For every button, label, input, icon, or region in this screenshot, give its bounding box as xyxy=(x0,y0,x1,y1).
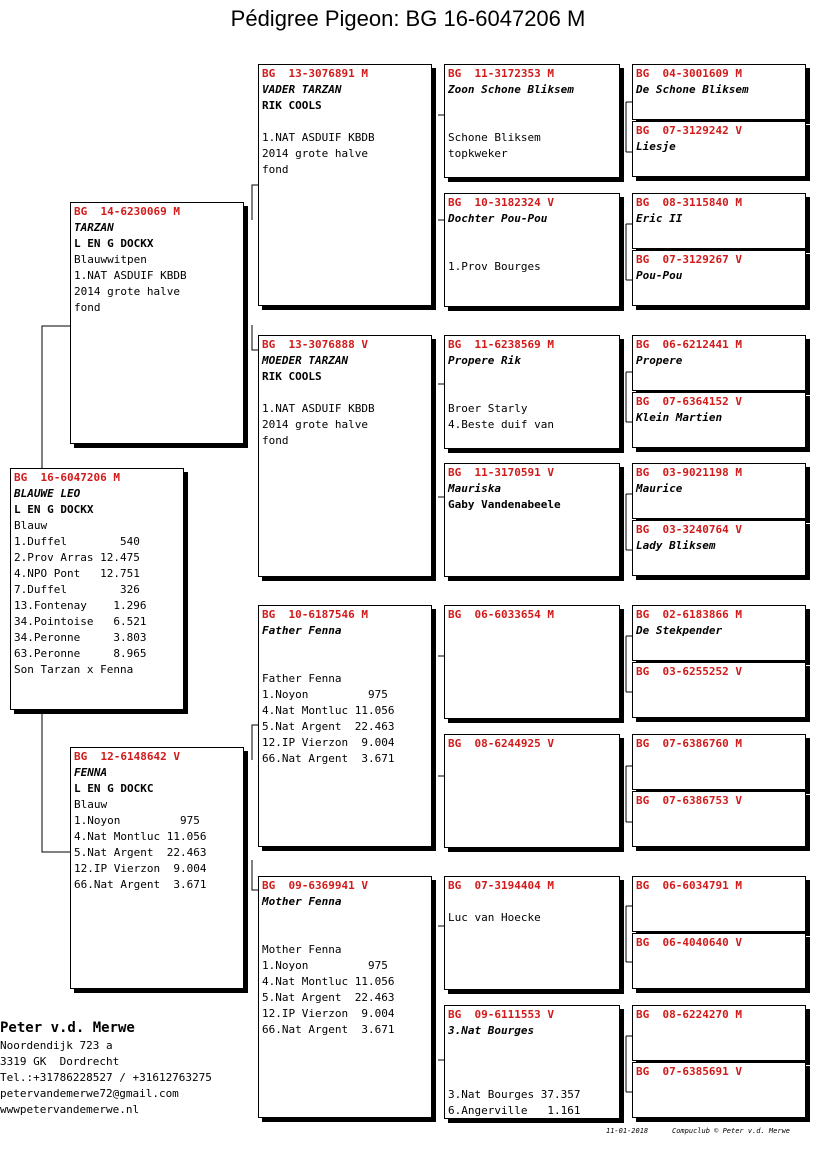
info-line: 4.NPO Pont 12.751 xyxy=(14,567,140,580)
pigeon-name: Pou-Pou xyxy=(636,269,683,282)
pigeon-name: MOEDER TARZAN xyxy=(262,354,349,367)
info-line: fond xyxy=(262,434,289,447)
pigeon-name: Mother Fenna xyxy=(262,895,342,908)
ring-number: BG 11-3170591 V xyxy=(448,466,554,479)
pigeon-name: De Stekpender xyxy=(636,624,723,637)
pigeon-card-gen4-1[interactable] xyxy=(444,64,620,178)
ring-number: BG 02-6183866 M xyxy=(636,608,742,621)
pigeon-card-gen5-1[interactable] xyxy=(632,64,806,120)
info-line: fond xyxy=(74,301,101,314)
pigeon-name: Liesje xyxy=(636,140,676,153)
ring-number: BG 03-3240764 V xyxy=(636,523,742,536)
info-line xyxy=(448,227,616,243)
info-line xyxy=(448,894,616,910)
info-line: 7.Duffel 326 xyxy=(14,583,140,596)
info-line: 5.Nat Argent 22.463 xyxy=(74,846,207,859)
breeder-website[interactable]: wwwpetervandemerwe.nl xyxy=(0,1103,140,1116)
pigeon-name: Klein Martien xyxy=(636,411,723,424)
info-line: 1.NAT ASDUIF KBDB xyxy=(262,402,375,415)
pigeon-card-gen5-3[interactable] xyxy=(632,193,806,249)
info-line xyxy=(448,1071,616,1087)
pigeon-card-gen5-10[interactable] xyxy=(632,662,806,718)
ring-number: BG 06-6034791 M xyxy=(636,879,742,892)
info-line: 66.Nat Argent 3.671 xyxy=(74,878,207,891)
info-line: 12.IP Vierzon 9.004 xyxy=(74,862,207,875)
info-line xyxy=(262,639,428,655)
info-line: topkweker xyxy=(448,147,508,160)
pigeon-name: Lady Bliksem xyxy=(636,539,716,552)
pigeon-card-gen3-2[interactable] xyxy=(258,335,432,577)
pigeon-card-gen4-8[interactable] xyxy=(444,1005,620,1119)
pigeon-card-gen3-3[interactable] xyxy=(258,605,432,847)
info-line: 6.Angerville 1.161 xyxy=(448,1104,581,1117)
breeder-email[interactable]: petervandemerwe72@gmail.com xyxy=(0,1087,179,1100)
info-line: 4.Beste duif van xyxy=(448,418,554,431)
ring-number: BG 07-6386753 V xyxy=(636,794,742,807)
pigeon-card-dam[interactable] xyxy=(70,747,244,989)
info-line: 34.Peronne 3.803 xyxy=(14,631,147,644)
pigeon-card-gen5-13[interactable] xyxy=(632,876,806,932)
ring-number: BG 06-6212441 M xyxy=(636,338,742,351)
breeder-phone: Tel.:+31786228527 / +31612763275 xyxy=(0,1071,212,1084)
info-line xyxy=(262,926,428,942)
breeder-info xyxy=(0,1018,212,1118)
info-line: 4.Nat Montluc 11.056 xyxy=(262,704,395,717)
info-line xyxy=(448,114,616,130)
pigeon-name: Propere Rik xyxy=(448,354,521,367)
info-line: Father Fenna xyxy=(262,672,342,685)
ring-number: BG 07-3129242 V xyxy=(636,124,742,137)
info-line xyxy=(448,1055,616,1071)
page-title: Pédigree Pigeon: BG 16-6047206 M xyxy=(230,6,586,31)
pigeon-card-gen5-12[interactable] xyxy=(632,791,806,847)
pigeon-card-main[interactable] xyxy=(10,468,184,710)
pigeon-name: Zoon Schone Bliksem xyxy=(448,83,574,96)
info-line: Blauwwitpen xyxy=(74,253,147,266)
pigeon-name: De Schone Bliksem xyxy=(636,83,749,96)
pigeon-name: BLAUWE LEO xyxy=(14,487,81,500)
info-line: 1.NAT ASDUIF KBDB xyxy=(262,131,375,144)
pigeon-name: TARZAN xyxy=(74,221,114,234)
pigeon-owner: RIK COOLS xyxy=(262,99,322,112)
pigeon-card-gen3-1[interactable] xyxy=(258,64,432,306)
pigeon-owner: Gaby Vandenabeele xyxy=(448,498,561,511)
info-line: Broer Starly xyxy=(448,402,528,415)
info-line xyxy=(262,655,428,671)
pigeon-card-gen5-9[interactable] xyxy=(632,605,806,661)
ring-number: BG 07-6364152 V xyxy=(636,395,742,408)
pigeon-card-gen5-16[interactable] xyxy=(632,1062,806,1118)
ring-number: BG 07-3129267 V xyxy=(636,253,742,266)
ring-number: BG 08-6224270 M xyxy=(636,1008,742,1021)
ring-number: BG 09-6111553 V xyxy=(448,1008,554,1021)
info-line xyxy=(448,385,616,401)
pigeon-owner: RIK COOLS xyxy=(262,370,322,383)
info-line xyxy=(448,369,616,385)
pigeon-card-gen5-11[interactable] xyxy=(632,734,806,790)
ring-number: BG 13-3076891 M xyxy=(262,67,368,80)
pigeon-name: Mauriska xyxy=(448,482,501,495)
footer-date: 11-01-2018 xyxy=(606,1127,649,1135)
ring-number: BG 04-3001609 M xyxy=(636,67,742,80)
pigeon-card-gen4-7[interactable] xyxy=(444,876,620,990)
info-line xyxy=(448,98,616,114)
info-line xyxy=(262,385,428,401)
info-line: Son Tarzan x Fenna xyxy=(14,663,134,676)
pigeon-owner: L EN G DOCKC xyxy=(74,782,154,795)
pigeon-card-gen5-5[interactable] xyxy=(632,335,806,391)
info-line: 4.Nat Montluc 11.056 xyxy=(74,830,207,843)
info-line: 1.Duffel 540 xyxy=(14,535,140,548)
info-line: 1.Noyon 975 xyxy=(262,959,388,972)
info-line: Blauw xyxy=(74,798,108,811)
pigeon-owner: L EN G DOCKX xyxy=(74,237,154,250)
ring-number: BG 06-4040640 V xyxy=(636,936,742,949)
ring-number: BG 11-3172353 M xyxy=(448,67,554,80)
ring-number: BG 07-6385691 V xyxy=(636,1065,742,1078)
info-line: 63.Peronne 8.965 xyxy=(14,647,147,660)
info-line: 34.Pointoise 6.521 xyxy=(14,615,147,628)
info-line: 3.Nat Bourges 37.357 xyxy=(448,1088,581,1101)
ring-number: BG 14-6230069 M xyxy=(74,205,180,218)
info-line: 13.Fontenay 1.296 xyxy=(14,599,147,612)
ring-number: BG 07-6386760 M xyxy=(636,737,742,750)
pigeon-card-gen5-8[interactable] xyxy=(632,520,806,576)
info-line xyxy=(262,910,428,926)
ring-number: BG 08-6244925 V xyxy=(448,737,554,750)
ring-number: BG 12-6148642 V xyxy=(74,750,180,763)
breeder-name: Peter v.d. Merwe xyxy=(0,1020,135,1036)
breeder-city: 3319 GK Dordrecht xyxy=(0,1055,120,1068)
info-line: 66.Nat Argent 3.671 xyxy=(262,1023,395,1036)
ring-number: BG 07-3194404 M xyxy=(448,879,554,892)
pigeon-card-gen4-4[interactable] xyxy=(444,463,620,577)
breeder-address: Noordendijk 723 a xyxy=(0,1039,113,1052)
info-line: Mother Fenna xyxy=(262,943,342,956)
ring-number: BG 10-6187546 M xyxy=(262,608,368,621)
info-line: 5.Nat Argent 22.463 xyxy=(262,720,395,733)
info-line xyxy=(448,243,616,259)
ring-number: BG 06-6033654 M xyxy=(448,608,554,621)
info-line: 2014 grote halve xyxy=(74,285,180,298)
pigeon-name: Propere xyxy=(636,354,683,367)
pigeon-name: 3.Nat Bourges xyxy=(448,1024,535,1037)
pigeon-card-gen5-6[interactable] xyxy=(632,392,806,448)
pigeon-card-gen4-2[interactable] xyxy=(444,193,620,307)
pigeon-name: FENNA xyxy=(74,766,108,779)
info-line: fond xyxy=(262,163,289,176)
pigeon-card-gen4-3[interactable] xyxy=(444,335,620,449)
info-line: 1.Noyon 975 xyxy=(262,688,388,701)
pigeon-name: Maurice xyxy=(636,482,683,495)
pigeon-card-gen4-6[interactable] xyxy=(444,734,620,848)
info-line: 2014 grote halve xyxy=(262,147,368,160)
pigeon-name: Eric II xyxy=(636,212,683,225)
pigeon-card-gen5-2[interactable] xyxy=(632,121,806,177)
pigeon-card-gen5-15[interactable] xyxy=(632,1005,806,1061)
pigeon-card-gen4-5[interactable] xyxy=(444,605,620,719)
ring-number: BG 03-6255252 V xyxy=(636,665,742,678)
info-line: 1.Noyon 975 xyxy=(74,814,200,827)
info-line: Schone Bliksem xyxy=(448,131,541,144)
info-line: 2.Prov Arras 12.475 xyxy=(14,551,140,564)
pigeon-name: VADER TARZAN xyxy=(262,83,342,96)
info-line: 1.NAT ASDUIF KBDB xyxy=(74,269,187,282)
ring-number: BG 11-6238569 M xyxy=(448,338,554,351)
info-line: 5.Nat Argent 22.463 xyxy=(262,991,395,1004)
info-line: 4.Nat Montluc 11.056 xyxy=(262,975,395,988)
pigeon-card-gen5-7[interactable] xyxy=(632,463,806,519)
pigeon-card-gen5-14[interactable] xyxy=(632,933,806,989)
pigeon-card-gen3-4[interactable] xyxy=(258,876,432,1118)
pigeon-name: Dochter Pou-Pou xyxy=(448,212,548,225)
info-line: 66.Nat Argent 3.671 xyxy=(262,752,395,765)
pigeon-card-sire[interactable] xyxy=(70,202,244,444)
info-line: 12.IP Vierzon 9.004 xyxy=(262,1007,395,1020)
info-line: 12.IP Vierzon 9.004 xyxy=(262,736,395,749)
pigeon-card-gen5-4[interactable] xyxy=(632,250,806,306)
ring-number: BG 13-3076888 V xyxy=(262,338,368,351)
footer-credit: Compuclub © Peter v.d. Merwe xyxy=(672,1127,791,1135)
ring-number: BG 10-3182324 V xyxy=(448,196,554,209)
ring-number: BG 16-6047206 M xyxy=(14,471,120,484)
info-line: Luc van Hoecke xyxy=(448,911,541,924)
ring-number: BG 03-9021198 M xyxy=(636,466,742,479)
ring-number: BG 08-3115840 M xyxy=(636,196,742,209)
info-line: 2014 grote halve xyxy=(262,418,368,431)
info-line: Blauw xyxy=(14,519,48,532)
pigeon-owner: L EN G DOCKX xyxy=(14,503,94,516)
info-line xyxy=(262,114,428,130)
ring-number: BG 09-6369941 V xyxy=(262,879,368,892)
info-line: 1.Prov Bourges xyxy=(448,260,541,273)
pigeon-name: Father Fenna xyxy=(262,624,342,637)
info-line xyxy=(448,1039,616,1055)
